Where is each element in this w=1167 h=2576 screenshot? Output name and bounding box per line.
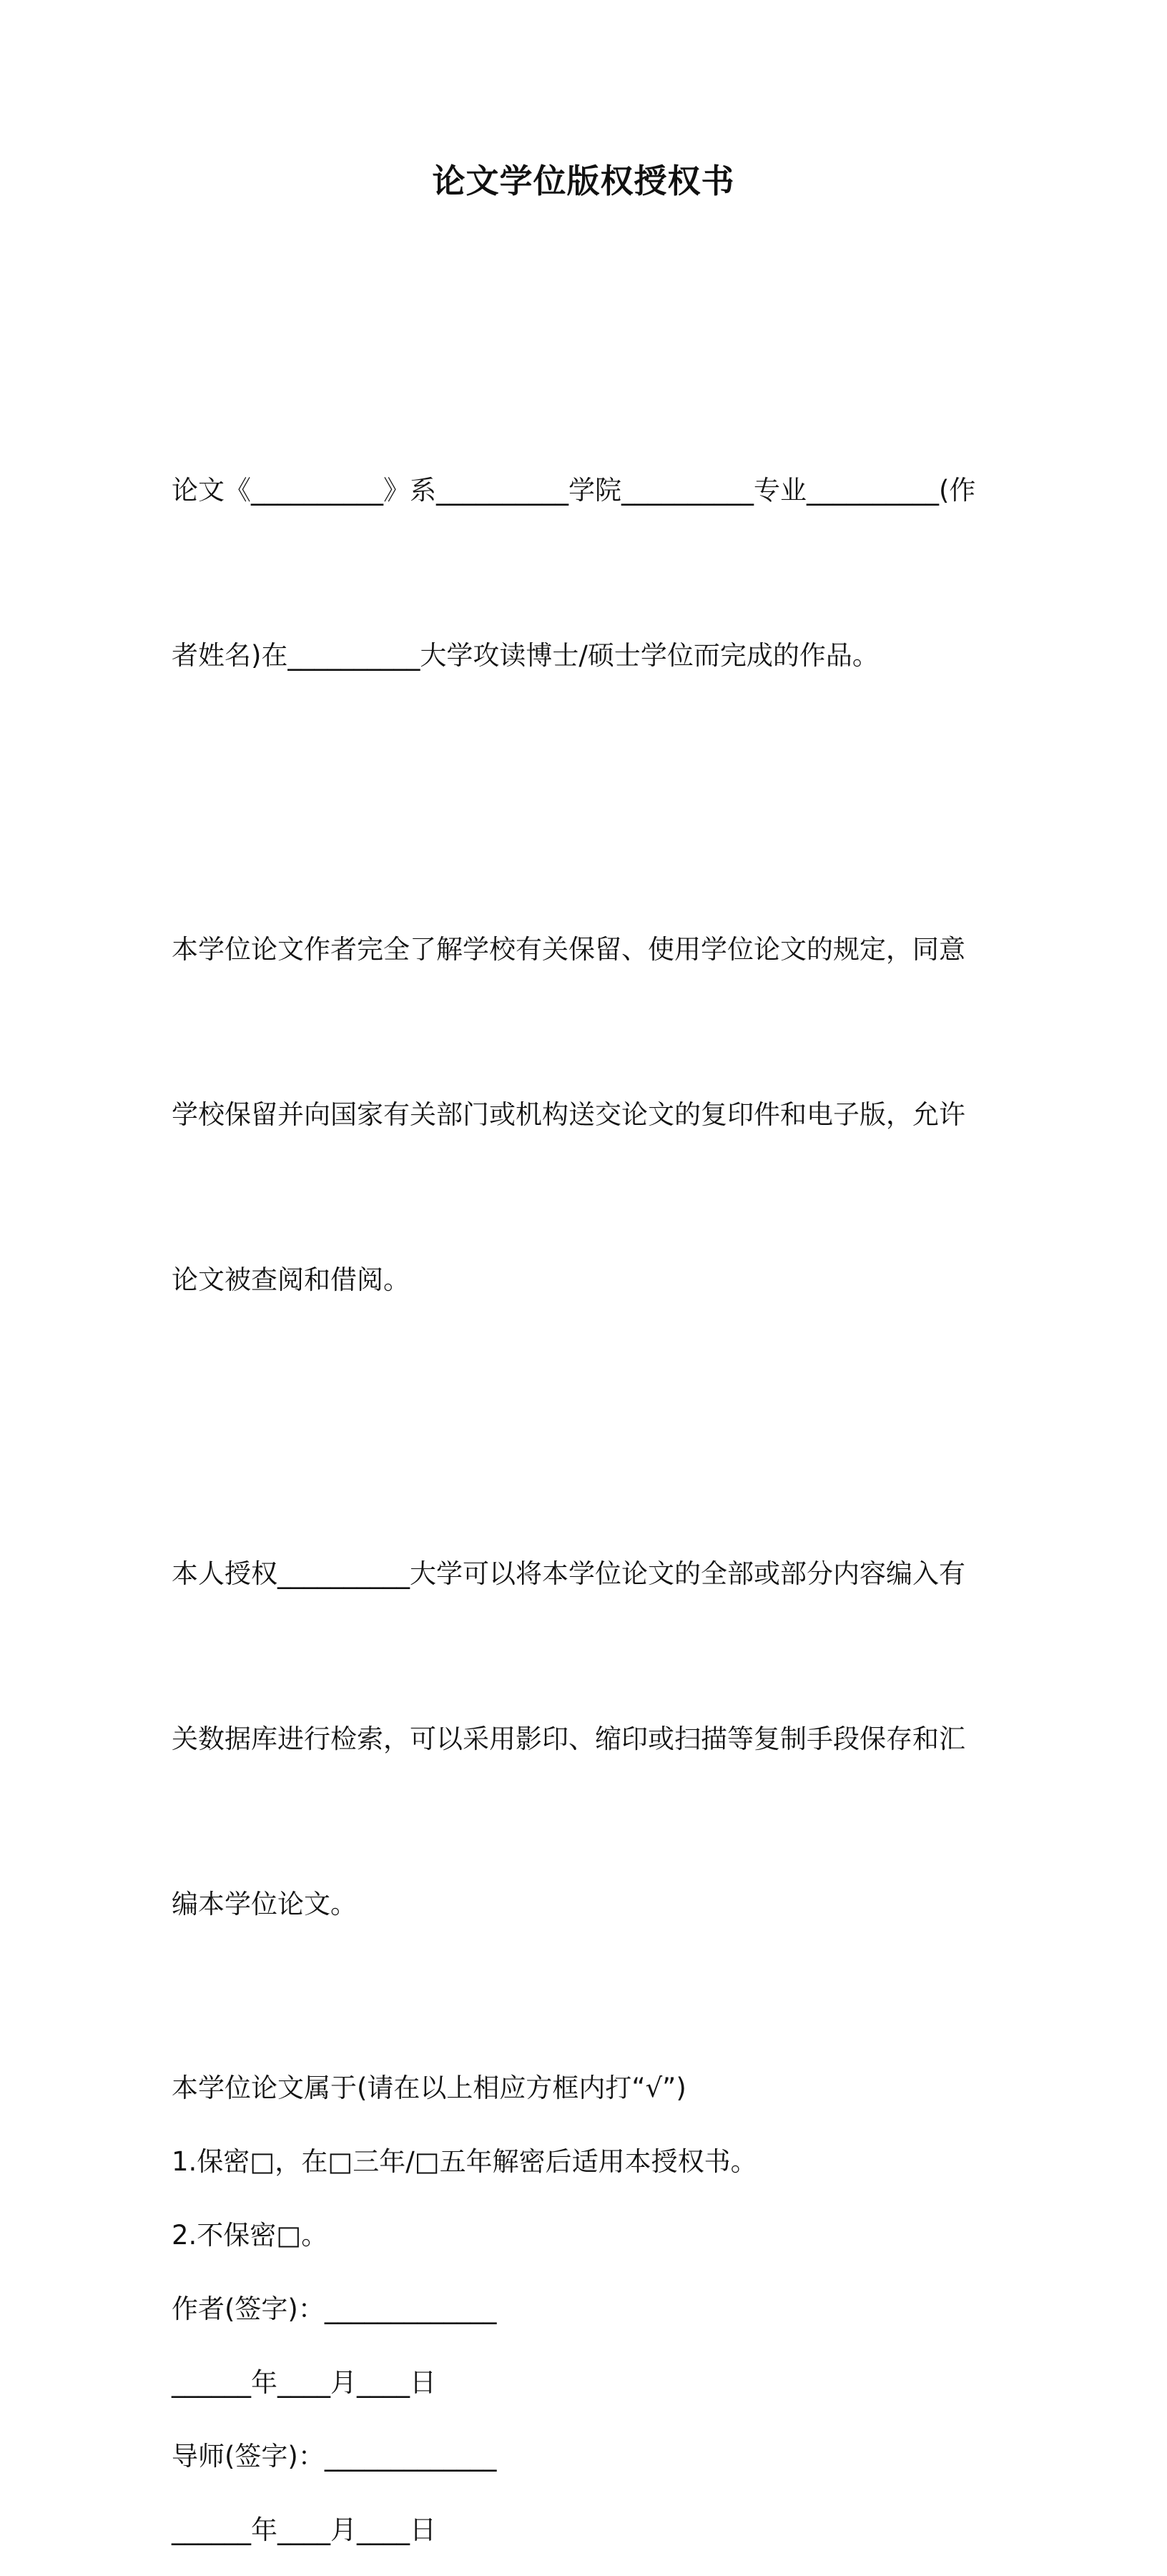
authorization-line-3: 编本学位论文。 (172, 1889, 357, 1919)
thesis-info-line-2: 者姓名)在__________大学攻读博士/硕士学位而完成的作品。 (172, 640, 879, 671)
authorization-line-2: 关数据库进行检索，可以采用影印、缩印或扫描等复制手段保存和汇 (172, 1724, 965, 1754)
advisor-signature-line: 导师(签字)：_____________ (172, 2441, 497, 2472)
author-understanding-line-3: 论文被查阅和借阅。 (172, 1264, 410, 1295)
author-signature-line: 作者(签字)：_____________ (172, 2294, 497, 2324)
thesis-info-paragraph (172, 353, 1001, 793)
thesis-info-line-1: 论文《__________》系__________学院__________专业__________(作 (172, 475, 976, 506)
author-date-line: ______年____月____日 (172, 2367, 436, 2398)
advisor-date-line: ______年____月____日 (172, 2514, 436, 2545)
author-understanding-line-1: 本学位论文作者完全了解学校有关保留、使用学位论文的规定，同意 (172, 934, 965, 965)
authorization-paragraph (172, 1436, 1001, 2042)
author-understanding-paragraph (172, 812, 1001, 1417)
author-understanding-line-2: 学校保留并向国家有关部门或机构送交论文的复印件和电子版，允许 (172, 1099, 965, 1130)
document-title: 论文学位版权授权书 (432, 162, 735, 200)
classification-instruction: 本学位论文属于(请在以上相应方框内打“√”) (172, 2073, 686, 2103)
authorization-line-1: 本人授权__________大学可以将本学位论文的全部或部分内容编入有 (172, 1558, 965, 1589)
non-confidential-option: 2.不保密□。 (172, 2220, 328, 2251)
confidential-option: 1.保密□，在□三年/□五年解密后适用本授权书。 (172, 2146, 757, 2177)
document-body (172, 353, 1001, 2576)
